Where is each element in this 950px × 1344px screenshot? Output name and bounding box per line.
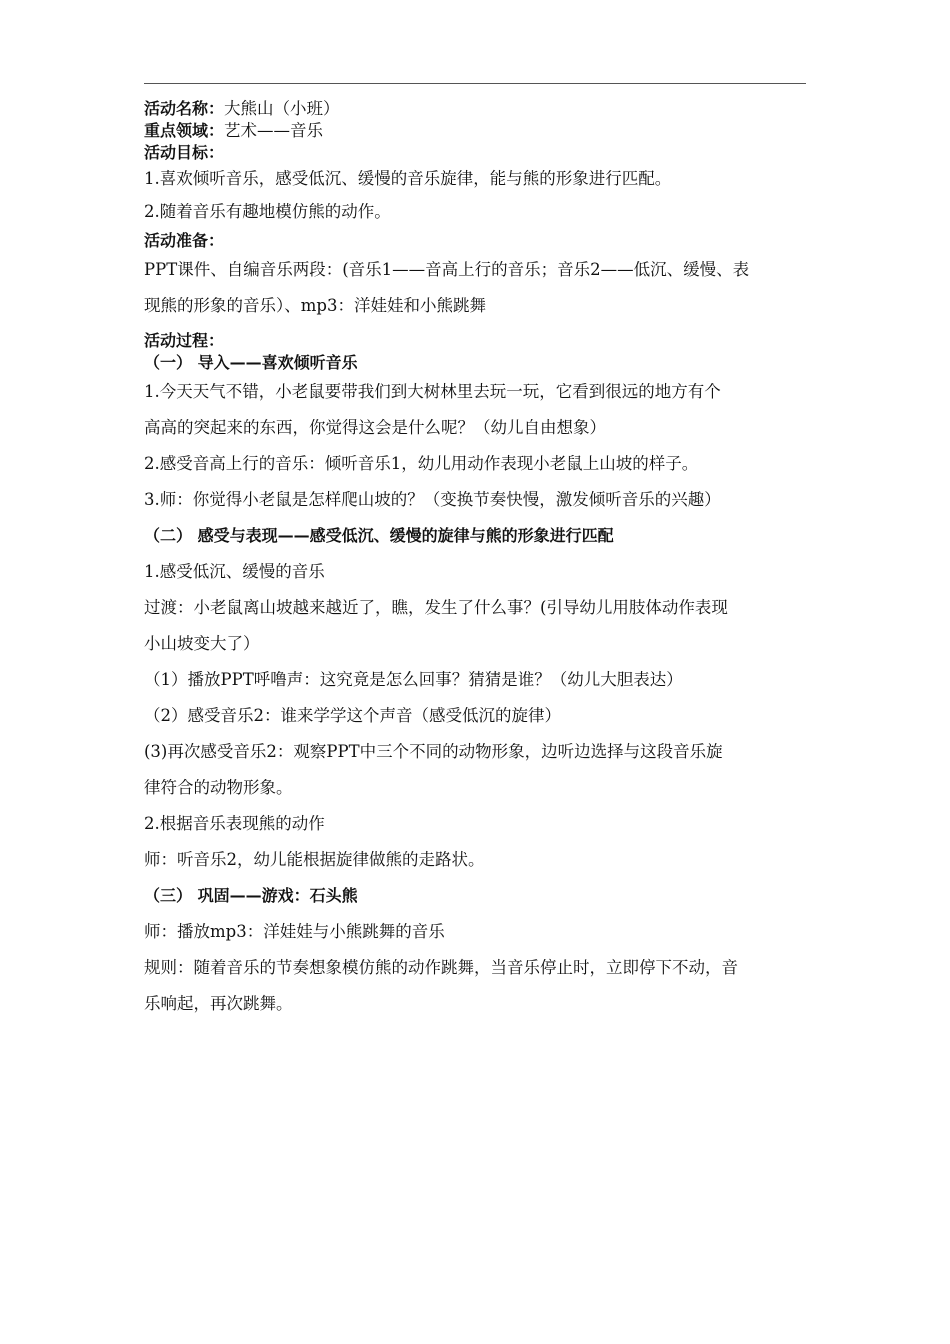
prep-line-2: 现熊的形象的音乐）、mp3：洋娃娃和小熊跳舞: [144, 296, 486, 315]
section-3-line: 规则：随着音乐的节奏想象模仿熊的动作跳舞，当音乐停止时，立即停下不动，音: [144, 958, 738, 977]
section-2-line: 小山坡变大了）: [144, 634, 260, 653]
prep-heading: 活动准备：: [144, 231, 225, 250]
goal-item-1: 1.喜欢倾听音乐，感受低沉、缓慢的音乐旋律，能与熊的形象进行匹配。: [144, 169, 672, 188]
section-1-line: 1.今天天气不错，小老鼠要带我们到大树林里去玩一玩，它看到很远的地方有个: [144, 382, 721, 401]
domain-row: [144, 120, 816, 142]
section-2-line: 师：听音乐2，幼儿能根据旋律做熊的走路状。: [144, 850, 485, 869]
section-1-line: 2.感受音高上行的音乐：倾听音乐1，幼儿用动作表现小老鼠上山坡的样子。: [144, 454, 699, 473]
section-1-title: （一） 导入——喜欢倾听音乐: [144, 353, 358, 372]
section-2-line: 1.感受低沉、缓慢的音乐: [144, 562, 325, 581]
section-2-line: （1）播放PPT呼噜声：这究竟是怎么回事？猜猜是谁？（幼儿大胆表达）: [144, 670, 683, 689]
activity-name-label: 活动名称：: [144, 99, 225, 118]
prep-line-1: PPT课件、自编音乐两段：(音乐1——音高上行的音乐；音乐2——低沉、缓慢、表: [144, 260, 750, 279]
domain-value: 艺术——音乐: [224, 121, 324, 140]
section-3-line: 乐响起，再次跳舞。: [144, 994, 293, 1013]
goals-heading: 活动目标：: [144, 143, 225, 162]
section-2-line: 律符合的动物形象。: [144, 778, 293, 797]
section-2-title: （二） 感受与表现——感受低沉、缓慢的旋律与熊的形象进行匹配: [144, 526, 614, 545]
header-rule: [144, 83, 806, 84]
document-body: [144, 98, 816, 1022]
section-2-line: （2）感受音乐2：谁来学学这个声音（感受低沉的旋律）: [144, 706, 561, 725]
process-heading: 活动过程：: [144, 331, 225, 350]
section-1-line: 3.师：你觉得小老鼠是怎样爬山坡的？（变换节奏快慢，激发倾听音乐的兴趣）: [144, 490, 721, 509]
section-3-line: 师：播放mp3：洋娃娃与小熊跳舞的音乐: [144, 922, 445, 941]
section-2-line: 2.根据音乐表现熊的动作: [144, 814, 325, 833]
section-2-line: 过渡：小老鼠离山坡越来越近了，瞧，发生了什么事？(引导幼儿用肢体动作表现: [144, 598, 728, 617]
section-1-line: 高高的突起来的东西，你觉得这会是什么呢？（幼儿自由想象）: [144, 418, 606, 437]
goal-item-2: 2.随着音乐有趣地模仿熊的动作。: [144, 202, 391, 221]
section-3-title: （三） 巩固——游戏：石头熊: [144, 886, 358, 905]
domain-label: 重点领域：: [144, 121, 225, 140]
activity-name-value: 大熊山（小班）: [224, 99, 340, 118]
section-2-line: (3)再次感受音乐2：观察PPT中三个不同的动物形象，边听边选择与这段音乐旋: [144, 742, 723, 761]
activity-name-row: [144, 98, 816, 120]
